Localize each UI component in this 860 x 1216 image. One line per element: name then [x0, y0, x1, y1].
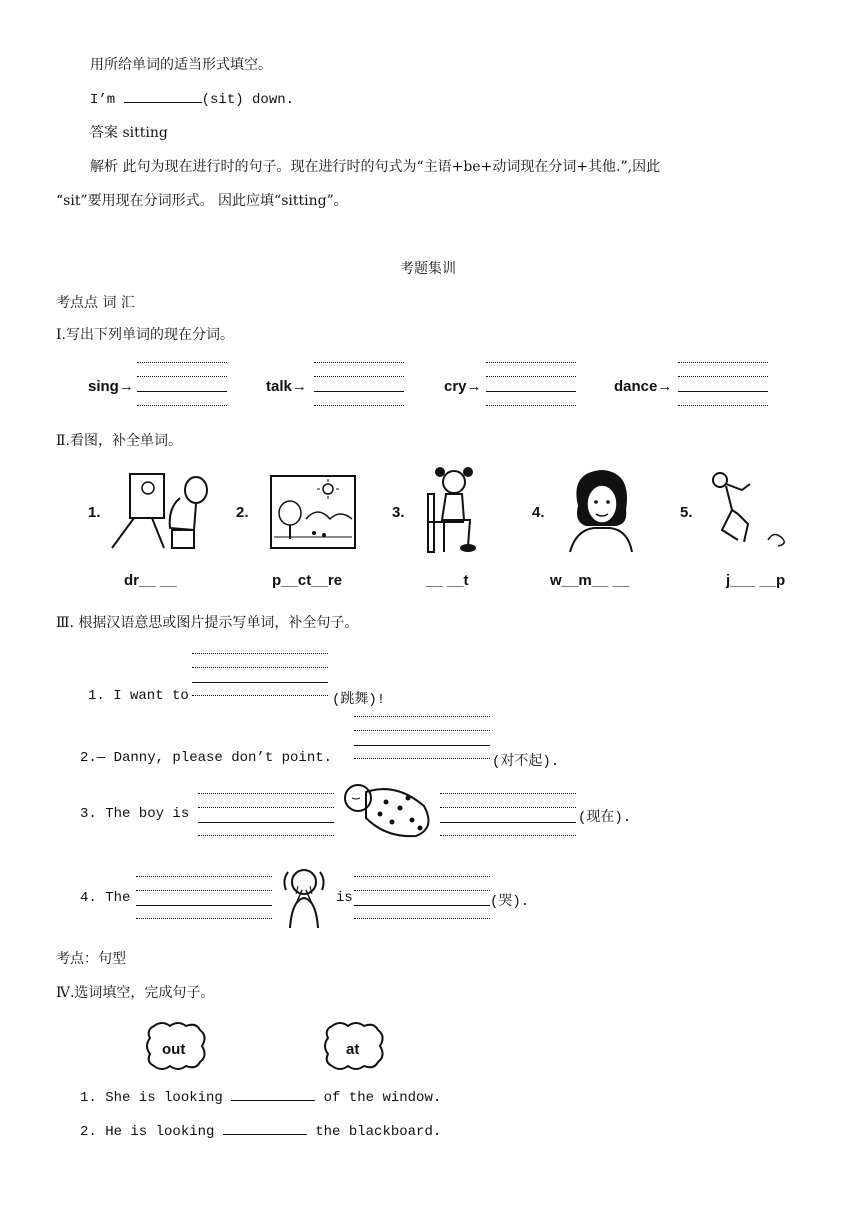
part4-sentence-2: [80, 1122, 441, 1140]
hint-1: dr__ __: [124, 572, 177, 589]
writing-lines-dance[interactable]: [678, 362, 768, 408]
part4-s2-suffix: the blackboard.: [315, 1124, 442, 1140]
sentence-3-prefix: 3. The boy is: [80, 806, 190, 822]
sentence-4-mid: is: [336, 890, 353, 906]
example-sentence: [90, 90, 294, 108]
sentence-1-prefix: 1. I want to: [88, 688, 189, 704]
choice-at: at: [346, 1041, 360, 1058]
topic-vocabulary: 考点点 词 汇: [56, 295, 135, 311]
part4-s1-blank[interactable]: [231, 1088, 315, 1101]
hint-2: p__ct__re: [272, 572, 343, 589]
picture-number-3: 3.: [392, 504, 405, 521]
crying-girl-icon: [276, 860, 332, 930]
picture-number-5: 5.: [680, 504, 693, 521]
part3-title: Ⅲ. 根据汉语意思或图片提示写单词，补全句子。: [56, 615, 359, 631]
sleeping-baby-icon: [336, 778, 436, 840]
sentence-4-prefix: 4. The: [80, 890, 131, 906]
sitting-girl-icon: [420, 464, 484, 554]
word-talk: talk→: [266, 378, 307, 395]
hint-4: w__m__ __: [550, 572, 630, 589]
jumping-boy-icon: [708, 466, 792, 550]
analysis-line-1: 解析 此句为现在进行时的句子。现在进行时的句式为“主语+be+动词现在分词+其他.”,因此: [90, 159, 661, 175]
example-suffix: (sit) down.: [201, 92, 295, 108]
part4-s2-blank[interactable]: [223, 1122, 307, 1135]
part4-sentence-1: [80, 1088, 441, 1106]
writing-lines-s2[interactable]: [354, 716, 490, 760]
part2-title: Ⅱ.看图，补全单词。: [56, 433, 182, 449]
example-blank[interactable]: [124, 90, 202, 103]
picture-number-1: 1.: [88, 504, 101, 521]
analysis-line-2: “sit”要用现在分词形式。 因此应填“sitting”。: [56, 193, 348, 209]
woman-picture-icon: [566, 466, 636, 554]
part1-title: Ⅰ.写出下列单词的现在分词。: [56, 327, 234, 343]
word-cry: cry→: [444, 378, 482, 395]
writing-lines-s1[interactable]: [192, 653, 328, 697]
writing-lines-s4b[interactable]: [354, 876, 490, 920]
answer-text: 答案 sitting: [90, 125, 168, 141]
writing-lines-sing[interactable]: [137, 362, 227, 408]
choice-out: out: [162, 1041, 186, 1058]
part4-s2-prefix: 2. He is looking: [80, 1124, 215, 1140]
word-dance: dance→: [614, 378, 673, 395]
instruction-text: 用所给单词的适当形式填空。: [90, 57, 272, 73]
hint-3: __ __t: [426, 572, 469, 589]
sentence-2-suffix: (对不起).: [492, 754, 560, 770]
landscape-picture-icon: [270, 475, 356, 549]
hint-5: j___ __p: [726, 572, 786, 589]
example-prefix: I’m: [90, 92, 116, 108]
writing-lines-cry[interactable]: [486, 362, 576, 408]
section-title: 考题集训: [400, 261, 456, 277]
topic-sentence-pattern: 考点：句型: [56, 951, 126, 967]
word-sing: sing→: [88, 378, 134, 395]
part4-title: Ⅳ.选词填空，完成句子。: [56, 985, 215, 1001]
part4-s1-suffix: of the window.: [323, 1090, 442, 1106]
sentence-1-suffix: (跳舞)!: [332, 692, 386, 708]
sentence-3-suffix: (现在).: [578, 810, 632, 826]
picture-number-2: 2.: [236, 504, 249, 521]
writing-lines-s3a[interactable]: [198, 793, 334, 837]
picture-number-4: 4.: [532, 504, 545, 521]
writing-lines-talk[interactable]: [314, 362, 404, 408]
writing-lines-s3b[interactable]: [440, 793, 576, 837]
sentence-2-prefix: 2.— Danny, please don’t point.: [80, 750, 333, 766]
part4-s1-prefix: 1. She is looking: [80, 1090, 223, 1106]
sentence-4-suffix: (哭).: [490, 894, 530, 910]
drawing-picture-icon: [108, 468, 208, 552]
writing-lines-s4a[interactable]: [136, 876, 272, 920]
